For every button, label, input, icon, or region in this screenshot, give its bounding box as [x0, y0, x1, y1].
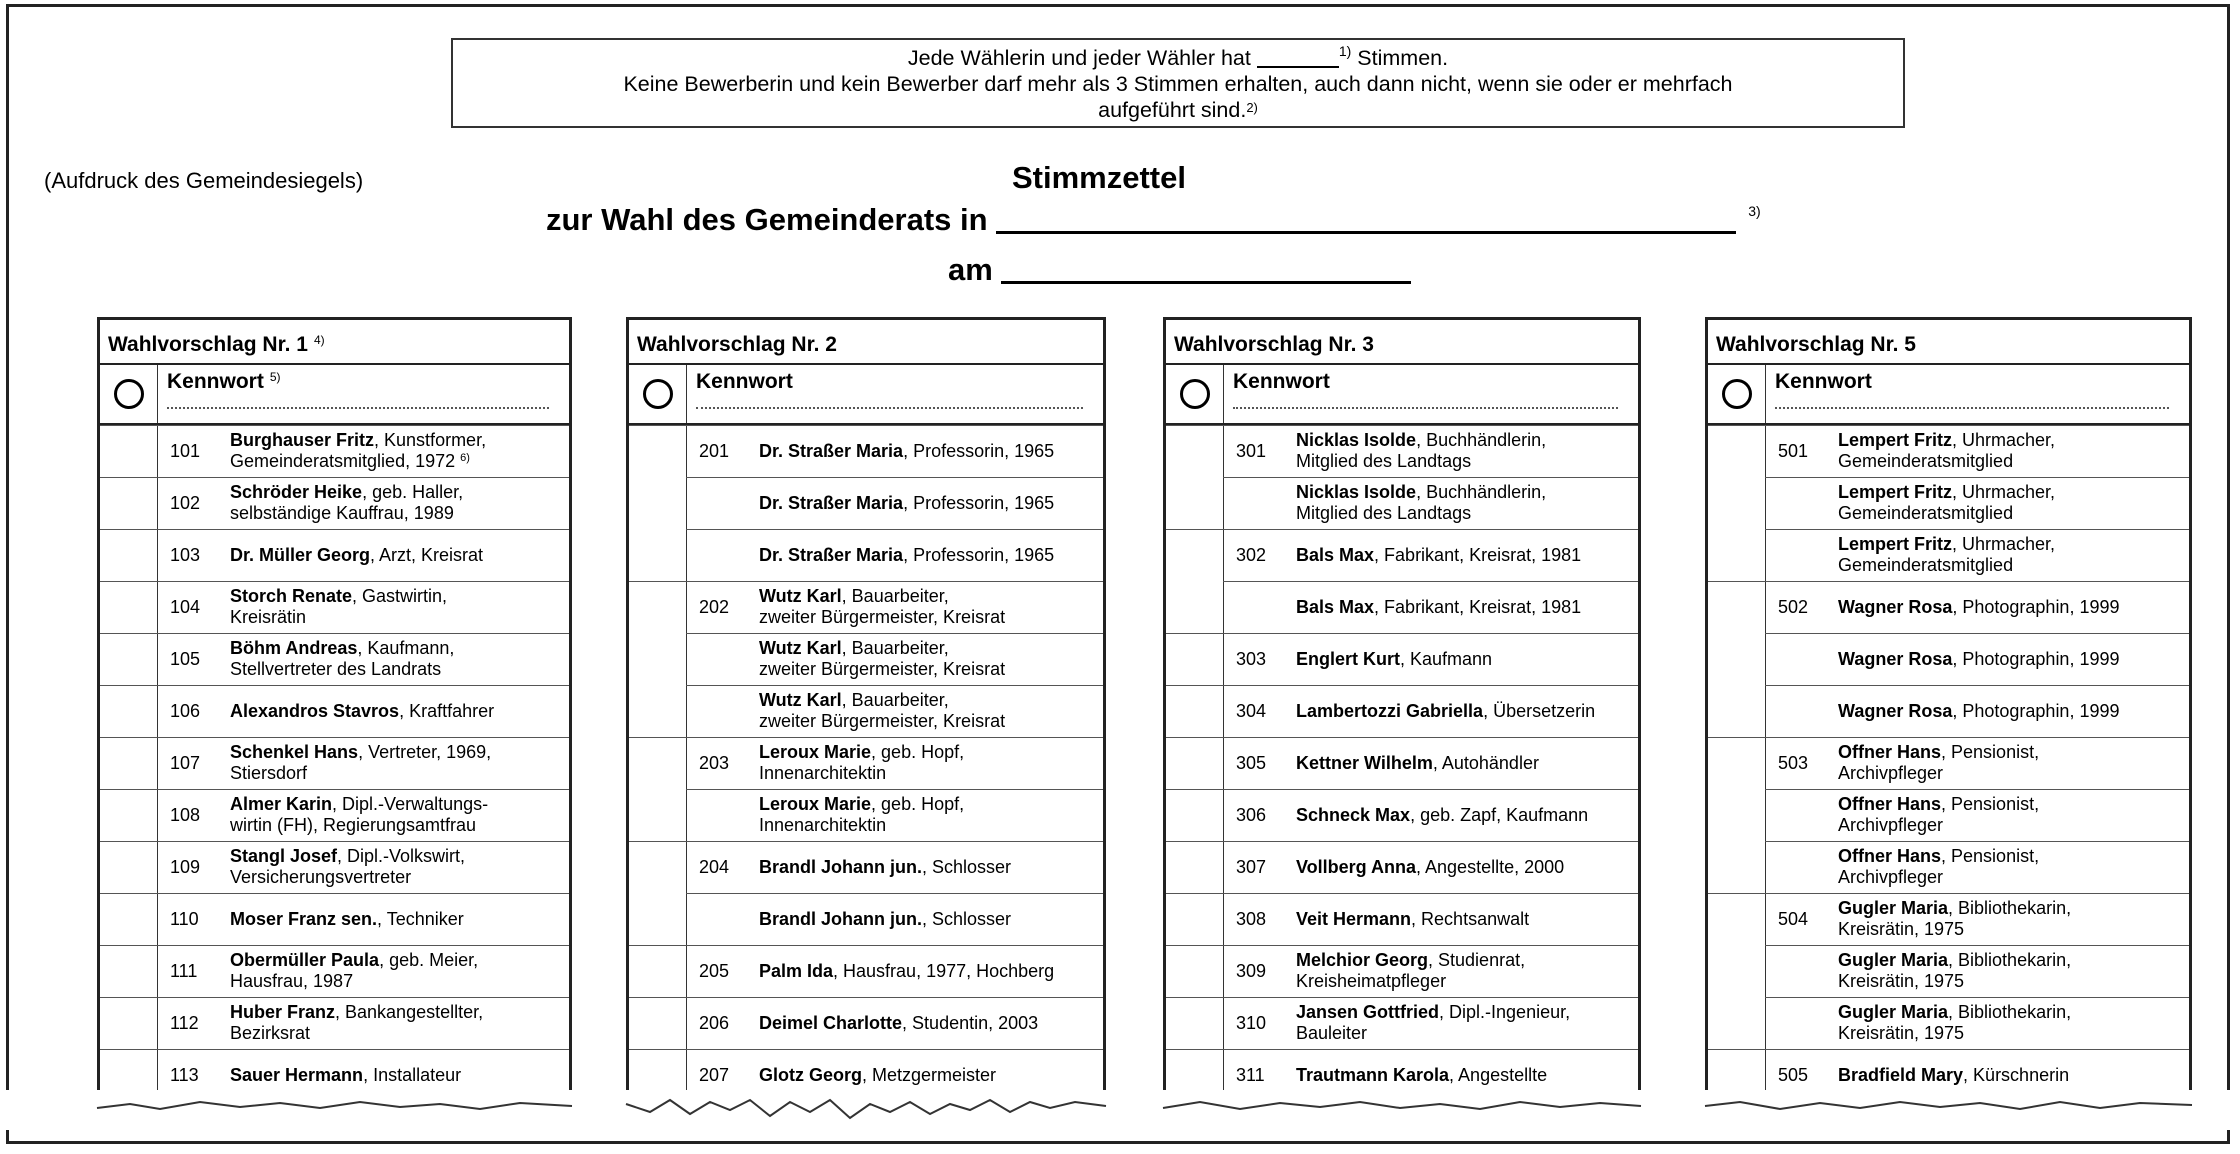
candidate-entry: Burghauser Fritz, Kunstformer, Gemeinderatsmitglied, 1972 $^{6)}$ [230, 430, 487, 471]
candidate-number: 107 [170, 752, 201, 773]
candidate-entry: Gugler Maria, Bibliothekarin, Kreisrätin, 1975 [1838, 1002, 2072, 1043]
date-blank [1001, 281, 1411, 284]
candidate-row[interactable] [100, 841, 569, 893]
candidate-entry: Dr. Müller Georg, Arzt, Kreisrat [230, 544, 484, 565]
candidate-row[interactable] [1166, 997, 1638, 1049]
candidate-number: 113 [170, 1064, 199, 1085]
candidate-number: 112 [170, 1012, 199, 1033]
list-vote-circle[interactable] [1722, 379, 1752, 409]
candidate-entry: Obermüller Paula, geb. Meier, Hausfrau, 1987 [230, 950, 479, 991]
vote-count-blank [1257, 66, 1339, 68]
candidate-entry: Kettner Wilhelm, Autohändler [1296, 752, 1539, 773]
candidate-entry: Schneck Max, geb. Zapf, Kaufmann [1296, 804, 1589, 825]
candidate-entry: Gugler Maria, Bibliothekarin, Kreisrätin, 1975 [1838, 950, 2072, 991]
candidate-entry: Leroux Marie, geb. Hopf, Innenarchitektin [759, 742, 965, 783]
candidate-number: 106 [170, 700, 201, 721]
kennwort-label: Kennwort $^{5)}$ [167, 370, 281, 393]
kennwort-dotted-line [1775, 407, 2169, 409]
candidate-entry: Bradfield Mary, Kürschnerin [1838, 1064, 2070, 1085]
candidate-row[interactable] [100, 997, 569, 1049]
kennwort-label: Kennwort [696, 370, 793, 393]
list-vote-circle[interactable] [114, 379, 144, 409]
candidate-row[interactable] [1708, 997, 2189, 1049]
candidate-number: 308 [1236, 908, 1267, 929]
voting-instructions-box [451, 38, 1905, 128]
kennwort-row [100, 365, 569, 425]
candidate-number: 101 [170, 440, 201, 461]
candidate-row[interactable] [100, 529, 569, 581]
candidate-entry: Bals Max, Fabrikant, Kreisrat, 1981 [1296, 544, 1582, 565]
candidate-entry: Leroux Marie, geb. Hopf, Innenarchitektin [759, 794, 965, 835]
candidate-entry: Dr. Straßer Maria, Professorin, 1965 [759, 440, 1055, 461]
candidate-row[interactable] [1708, 737, 2189, 789]
candidate-row[interactable] [629, 633, 1103, 685]
candidate-number: 303 [1236, 648, 1267, 669]
candidate-entry: Wutz Karl, Bauarbeiter, zweiter Bürgermeister, Kreisrat [759, 690, 1006, 731]
candidate-number: 109 [170, 856, 201, 877]
candidate-entry: Nicklas Isolde, Buchhändlerin, Mitglied des Landtags [1296, 430, 1547, 471]
candidate-row[interactable] [629, 997, 1103, 1049]
candidate-number: 504 [1778, 908, 1809, 929]
kennwort-dotted-line [696, 407, 1083, 409]
candidate-number: 503 [1778, 752, 1809, 773]
candidate-number: 311 [1236, 1064, 1265, 1085]
candidate-number: 502 [1778, 596, 1809, 617]
candidate-row[interactable] [629, 477, 1103, 529]
kennwort-label: Kennwort [1775, 370, 1872, 393]
candidate-row[interactable] [1166, 893, 1638, 945]
candidate-row[interactable] [1708, 477, 2189, 529]
ballot-title: Stimmzettel [1012, 160, 1186, 195]
candidate-entry: Alexandros Stavros, Kraftfahrer [230, 700, 495, 721]
candidate-entry: Glotz Georg, Metzgermeister [759, 1064, 997, 1085]
kennwort-dotted-line [167, 407, 549, 409]
candidate-number: 309 [1236, 960, 1267, 981]
candidate-entry: Almer Karin, Dipl.-Verwaltungs- wirtin (FH), Regierungsamtfrau [230, 794, 489, 835]
candidate-number: 110 [170, 908, 199, 929]
candidate-row[interactable] [629, 425, 1103, 477]
candidate-number: 203 [699, 752, 730, 773]
candidate-entry: Wagner Rosa, Photographin, 1999 [1838, 700, 2120, 721]
candidate-entry: Brandl Johann jun., Schlosser [759, 908, 1012, 929]
candidate-number: 206 [699, 1012, 730, 1033]
candidate-number: 505 [1778, 1064, 1809, 1085]
candidate-row[interactable] [1166, 581, 1638, 633]
candidate-number: 306 [1236, 804, 1267, 825]
candidate-entry: Lempert Fritz, Uhrmacher, Gemeinderatsmitglied [1838, 430, 2056, 471]
candidate-row[interactable] [1708, 789, 2189, 841]
candidate-row[interactable] [1708, 945, 2189, 997]
candidate-entry: Wutz Karl, Bauarbeiter, zweiter Bürgermeister, Kreisrat [759, 586, 1006, 627]
candidate-row[interactable] [100, 737, 569, 789]
candidate-row[interactable] [629, 789, 1103, 841]
seal-note: (Aufdruck des Gemeindesiegels) [44, 168, 364, 193]
candidate-row[interactable] [1166, 737, 1638, 789]
nomination-list-5 [1705, 317, 2192, 1107]
candidate-entry: Storch Renate, Gastwirtin, Kreisrätin [230, 586, 448, 627]
candidate-list [629, 425, 1103, 1101]
candidate-row[interactable] [629, 529, 1103, 581]
candidate-number: 108 [170, 804, 201, 825]
candidate-entry: Nicklas Isolde, Buchhändlerin, Mitglied des Landtags [1296, 482, 1547, 523]
candidate-entry: Deimel Charlotte, Studentin, 2003 [759, 1012, 1039, 1033]
list-vote-circle[interactable] [1180, 379, 1210, 409]
candidate-row[interactable] [100, 633, 569, 685]
candidate-entry: Palm Ida, Hausfrau, 1977, Hochberg [759, 960, 1055, 981]
kennwort-row [1708, 365, 2189, 425]
candidate-number: 310 [1236, 1012, 1267, 1033]
candidate-row[interactable] [629, 841, 1103, 893]
candidate-number: 204 [699, 856, 730, 877]
candidate-number: 305 [1236, 752, 1267, 773]
candidate-row[interactable] [629, 945, 1103, 997]
candidate-entry: Lambertozzi Gabriella, Übersetzerin [1296, 700, 1596, 721]
candidate-row[interactable] [1708, 425, 2189, 477]
candidate-row[interactable] [1166, 945, 1638, 997]
candidate-entry: Melchior Georg, Studienrat, Kreisheimatpfleger [1296, 950, 1526, 991]
candidate-row[interactable] [1166, 529, 1638, 581]
candidate-list [100, 425, 569, 1101]
candidate-row[interactable] [1166, 685, 1638, 737]
list-title: Wahlvorschlag Nr. 5 [1708, 317, 2189, 365]
candidate-row[interactable] [100, 425, 569, 477]
candidate-number: 301 [1236, 440, 1267, 461]
candidate-row[interactable] [100, 581, 569, 633]
candidate-number: 102 [170, 492, 201, 513]
candidate-entry: Sauer Hermann, Installateur [230, 1064, 462, 1085]
candidate-row[interactable] [1708, 685, 2189, 737]
candidate-entry: Bals Max, Fabrikant, Kreisrat, 1981 [1296, 596, 1582, 617]
candidate-row[interactable] [100, 477, 569, 529]
candidate-row[interactable] [1708, 633, 2189, 685]
candidate-row[interactable] [1708, 893, 2189, 945]
candidate-row[interactable] [1166, 633, 1638, 685]
list-title: Wahlvorschlag Nr. 1 $^{4)}$ [100, 317, 569, 365]
candidate-number: 201 [699, 440, 730, 461]
candidate-row[interactable] [1166, 789, 1638, 841]
ballot-subtitle: zur Wahl des Gemeinderats in $^{3)}$ [546, 202, 1761, 237]
municipality-blank [996, 231, 1736, 234]
candidate-row[interactable] [629, 893, 1103, 945]
candidate-entry: Dr. Straßer Maria, Professorin, 1965 [759, 544, 1055, 565]
list-vote-circle[interactable] [643, 379, 673, 409]
candidate-row[interactable] [100, 893, 569, 945]
ballot-date: am [948, 252, 1411, 288]
candidate-number: 205 [699, 960, 730, 981]
candidate-number: 302 [1236, 544, 1267, 565]
candidate-entry: Vollberg Anna, Angestellte, 2000 [1296, 856, 1565, 877]
instruction-line-2: Keine Bewerberin und kein Bewerber darf mehr als 3 Stimmen erhalten, auch dann nicht, wenn sie oder er mehrfach [623, 72, 1733, 96]
candidate-entry: Wutz Karl, Bauarbeiter, zweiter Bürgermeister, Kreisrat [759, 638, 1006, 679]
instruction-line-3: aufgeführt sind.$^{2)}$ [1098, 98, 1258, 122]
candidate-entry: Offner Hans, Pensionist, Archivpfleger [1838, 742, 2040, 783]
instruction-line-1: Jede Wählerin und jeder Wähler hat $^{1)}$ Stimmen. [907, 43, 1449, 70]
candidate-entry: Böhm Andreas, Kaufmann, Stellvertreter des Landrats [230, 638, 455, 679]
candidate-row[interactable] [1166, 477, 1638, 529]
candidate-entry: Offner Hans, Pensionist, Archivpfleger [1838, 846, 2040, 887]
candidate-row[interactable] [100, 789, 569, 841]
candidate-entry: Lempert Fritz, Uhrmacher, Gemeinderatsmitglied [1838, 534, 2056, 575]
candidate-entry: Dr. Straßer Maria, Professorin, 1965 [759, 492, 1055, 513]
candidate-entry: Brandl Johann jun., Schlosser [759, 856, 1012, 877]
candidate-list [1166, 425, 1638, 1101]
torn-edge [0, 1090, 2240, 1130]
candidate-entry: Veit Hermann, Rechtsanwalt [1296, 908, 1530, 929]
candidate-row[interactable] [629, 685, 1103, 737]
candidate-entry: Moser Franz sen., Techniker [230, 908, 464, 929]
candidate-entry: Gugler Maria, Bibliothekarin, Kreisrätin, 1975 [1838, 898, 2072, 939]
candidate-row[interactable] [100, 685, 569, 737]
candidate-row[interactable] [1708, 581, 2189, 633]
candidate-row[interactable] [629, 737, 1103, 789]
kennwort-row [1166, 365, 1638, 425]
candidate-number: 307 [1236, 856, 1267, 877]
candidate-number: 105 [170, 648, 201, 669]
candidate-row[interactable] [1166, 425, 1638, 477]
candidate-entry: Offner Hans, Pensionist, Archivpfleger [1838, 794, 2040, 835]
candidate-entry: Huber Franz, Bankangestellter, Bezirksrat [230, 1002, 484, 1043]
candidate-row[interactable] [1708, 529, 2189, 581]
candidate-row[interactable] [629, 581, 1103, 633]
nomination-list-3 [1163, 317, 1641, 1107]
candidate-row[interactable] [1166, 841, 1638, 893]
nomination-list-2 [626, 317, 1106, 1107]
candidate-number: 103 [170, 544, 201, 565]
candidate-entry: Wagner Rosa, Photographin, 1999 [1838, 648, 2120, 669]
kennwort-dotted-line [1233, 407, 1618, 409]
candidate-entry: Schröder Heike, geb. Haller, selbständige Kauffrau, 1989 [230, 482, 464, 523]
list-title: Wahlvorschlag Nr. 2 [629, 317, 1103, 365]
kennwort-row [629, 365, 1103, 425]
candidate-entry: Trautmann Karola, Angestellte [1296, 1064, 1548, 1085]
list-title: Wahlvorschlag Nr. 3 [1166, 317, 1638, 365]
candidate-number: 501 [1778, 440, 1809, 461]
kennwort-label: Kennwort [1233, 370, 1330, 393]
nomination-list-1 [97, 317, 572, 1107]
candidate-entry: Jansen Gottfried, Dipl.-Ingenieur, Bauleiter [1296, 1002, 1571, 1043]
candidate-number: 207 [699, 1064, 730, 1085]
candidate-number: 304 [1236, 700, 1267, 721]
candidate-entry: Stangl Josef, Dipl.-Volkswirt, Versicherungsvertreter [230, 846, 466, 887]
candidate-number: 111 [170, 960, 198, 981]
candidate-number: 202 [699, 596, 730, 617]
candidate-entry: Lempert Fritz, Uhrmacher, Gemeinderatsmitglied [1838, 482, 2056, 523]
candidate-number: 104 [170, 596, 201, 617]
candidate-entry: Wagner Rosa, Photographin, 1999 [1838, 596, 2120, 617]
candidate-entry: Schenkel Hans, Vertreter, 1969, Stiersdorf [230, 742, 492, 783]
candidate-row[interactable] [1708, 841, 2189, 893]
candidate-row[interactable] [100, 945, 569, 997]
candidate-entry: Englert Kurt, Kaufmann [1296, 648, 1493, 669]
candidate-list [1708, 425, 2189, 1101]
